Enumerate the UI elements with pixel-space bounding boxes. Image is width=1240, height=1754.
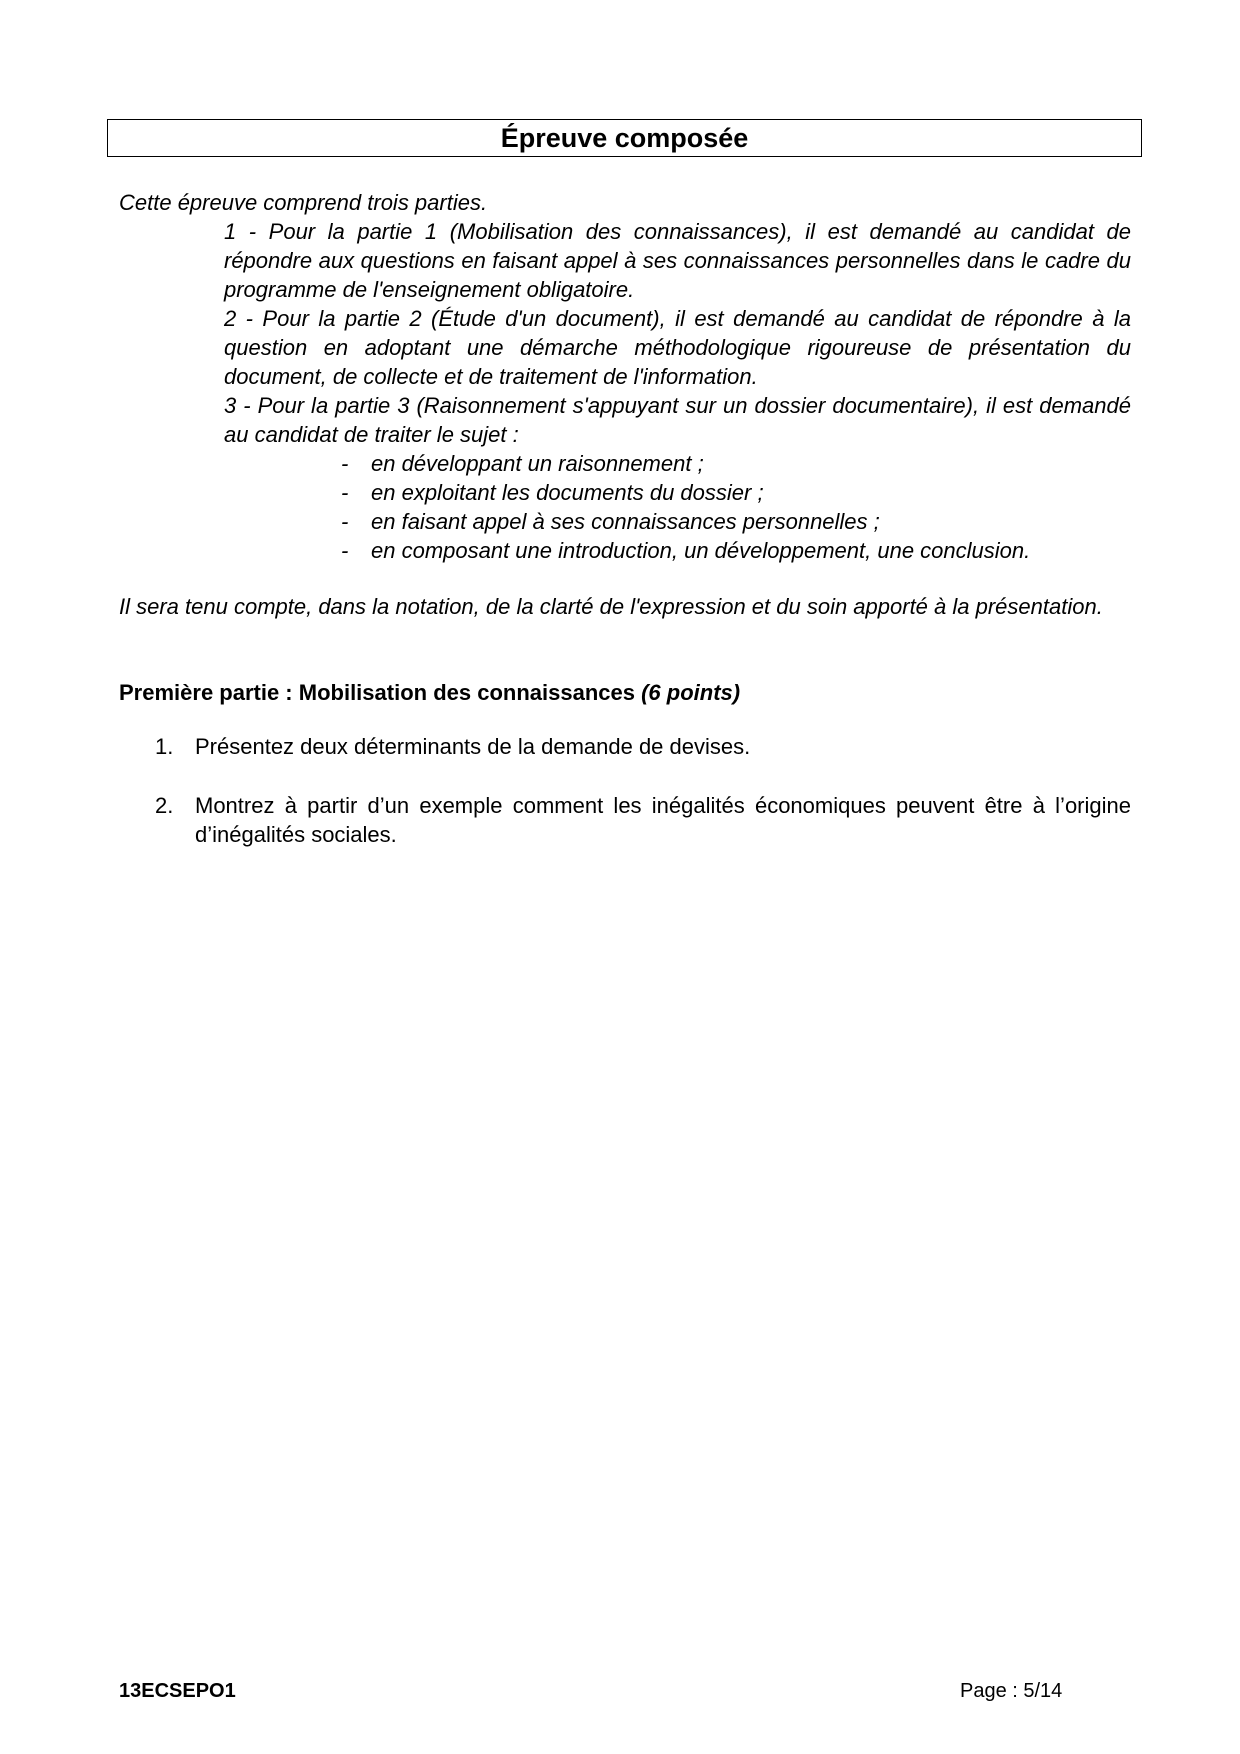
section-heading-label: Première partie : Mobilisation des connaissances [119, 680, 635, 705]
list-item: - en exploitant les documents du dossier ; [341, 478, 1131, 507]
instruction-bullet-list [119, 449, 1131, 565]
question-list [119, 732, 1131, 879]
instruction-part-1: 1 - Pour la partie 1 (Mobilisation des connaissances), il est demandé au candidat de répondre aux questions en faisant appel à ses connaissances personnelles dans le cadre du programme de l'enseignement obligatoire. [224, 219, 1131, 302]
section-heading [119, 678, 740, 707]
question-number: 2. [155, 793, 174, 818]
list-item: - en faisant appel à ses connaissances personnelles ; [341, 507, 1131, 536]
list-item: - en composant une introduction, un développement, une conclusion. [341, 536, 1131, 565]
footer-page-number: Page : 5/14 [960, 1680, 1063, 1702]
instruction-part-2: 2 - Pour la partie 2 (Étude d'un document), il est demandé au candidat de répondre à la question en adoptant une démarche méthodologique rigoureuse de présentation du document, de collecte et de traitement de l'information. [224, 306, 1131, 389]
instructions-block [119, 188, 1131, 565]
question-text: Montrez à partir d’un exemple comment les inégalités économiques peuvent être à l’origine d’inégalités sociales. [195, 793, 1131, 847]
instructions-lead: Cette épreuve comprend trois parties. [119, 190, 488, 215]
question-item [119, 732, 1131, 761]
question-number: 1. [155, 734, 174, 759]
question-number-cell [119, 732, 195, 761]
question-number-cell [119, 791, 195, 849]
section-points: (6 points) [641, 680, 741, 705]
list-item: - en développant un raisonnement ; [341, 449, 1131, 478]
footer-subject-code: 13ECSEPO1 [119, 1680, 236, 1702]
question-item [119, 791, 1131, 849]
instruction-part-3: 3 - Pour la partie 3 (Raisonnement s'appuyant sur un dossier documentaire), il est demandé au candidat de traiter le sujet : [224, 393, 1131, 447]
notation-note: Il sera tenu compte, dans la notation, de la clarté de l'expression et du soin apporté à la présentation. [119, 594, 1103, 619]
question-text: Présentez deux déterminants de la demande de devises. [195, 734, 751, 759]
page-title: Épreuve composée [107, 119, 1142, 157]
